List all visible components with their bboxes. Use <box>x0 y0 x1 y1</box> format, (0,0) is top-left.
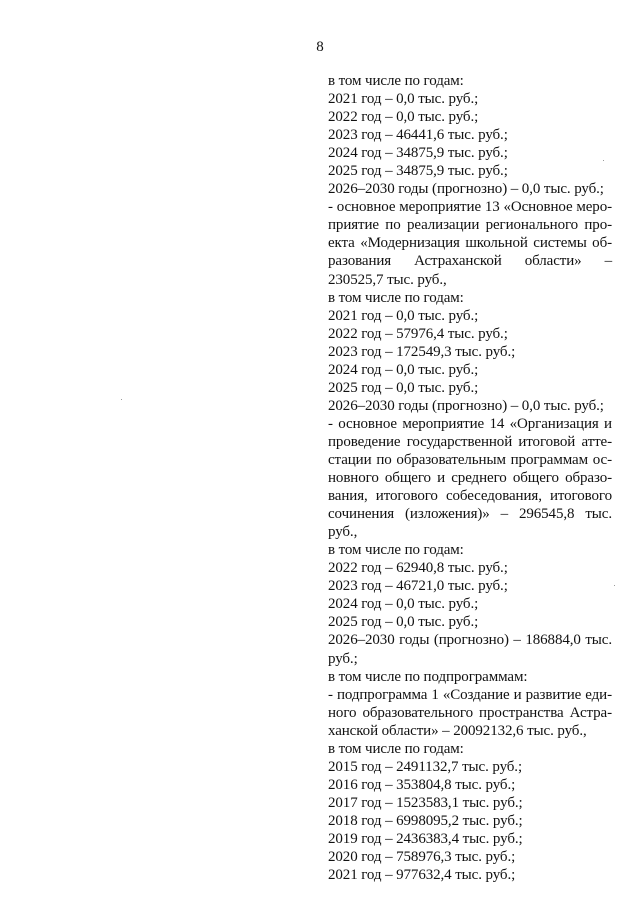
text-line: 2021 год – 977632,4 тыс. руб.; <box>328 867 516 884</box>
text-line: 2024 год – 0,0 тыс. руб.; <box>328 596 479 613</box>
text-line: ханской области» – 20092132,6 тыс. руб., <box>328 722 587 739</box>
text-line: 230525,7 тыс. руб., <box>328 271 447 288</box>
text-line: 2024 год – 34875,9 тыс. руб.; <box>328 145 508 162</box>
text-line: в том числе по годам: <box>328 542 464 559</box>
text-line: 2018 год – 6998095,2 тыс. руб.; <box>328 812 523 829</box>
text-line: 2023 год – 172549,3 тыс. руб.; <box>328 343 516 360</box>
text-line: в том числе по годам: <box>328 740 464 757</box>
text-line: 2022 год – 57976,4 тыс. руб.; <box>328 325 508 342</box>
text-line: 2016 год – 353804,8 тыс. руб.; <box>328 776 516 793</box>
text-line: 2024 год – 0,0 тыс. руб.; <box>328 361 479 378</box>
text-line: новного общего и среднего общего образо- <box>328 470 612 487</box>
text-line: екта «Модернизация школьной системы об- <box>328 235 612 252</box>
text-line: 2015 год – 2491132,7 тыс. руб.; <box>328 758 523 775</box>
text-line: 2026–2030 годы (прогнозно) – 186884,0 тыс. <box>328 632 612 649</box>
text-line: 2025 год – 0,0 тыс. руб.; <box>328 379 479 396</box>
text-line: 2026–2030 годы (прогнозно) – 0,0 тыс. руб.; <box>328 181 604 198</box>
text-line: 2023 год – 46441,6 тыс. руб.; <box>328 127 508 144</box>
text-line: в том числе по годам: <box>328 73 464 89</box>
text-line: ного образовательного пространства Астра- <box>328 704 612 721</box>
text-line: 2025 год – 0,0 тыс. руб.; <box>328 614 479 631</box>
text-line: 2022 год – 0,0 тыс. руб.; <box>328 109 479 126</box>
text-line: руб.; <box>328 650 358 667</box>
text-line: стации по образовательным программам ос- <box>328 451 612 468</box>
text-line: вания, итогового собеседования, итогового <box>328 488 612 505</box>
text-line: проведение государственной итоговой атте- <box>328 433 612 450</box>
text-line: в том числе по годам: <box>328 289 464 306</box>
text-line: 2022 год – 62940,8 тыс. руб.; <box>328 560 508 577</box>
text-line: в том числе по подпрограммам: <box>328 668 528 685</box>
text-line: - подпрограмма 1 «Создание и развитие еди- <box>328 686 612 703</box>
scan-speck <box>603 160 604 161</box>
text-line: 2020 год – 758976,3 тыс. руб.; <box>328 849 516 866</box>
text-line: - основное мероприятие 13 «Основное меро- <box>328 199 612 216</box>
text-line: - основное мероприятие 14 «Организация и <box>328 415 612 432</box>
text-line: 2017 год – 1523583,1 тыс. руб.; <box>328 794 523 811</box>
scan-speck <box>121 399 122 400</box>
text-line: 2025 год – 34875,9 тыс. руб.; <box>328 163 508 180</box>
text-line: сочинения (изложения)» – 296545,8 тыс. <box>328 506 612 523</box>
text-line: 2026–2030 годы (прогнозно) – 0,0 тыс. руб.; <box>328 397 604 414</box>
scan-speck <box>614 585 615 586</box>
page-number: 8 <box>316 39 324 55</box>
text-line: руб., <box>328 524 358 541</box>
text-line: 2021 год – 0,0 тыс. руб.; <box>328 307 479 324</box>
text-line: 2019 год – 2436383,4 тыс. руб.; <box>328 830 523 847</box>
text-line: 2023 год – 46721,0 тыс. руб.; <box>328 578 508 595</box>
document-body <box>328 72 612 884</box>
text-line: 2021 год – 0,0 тыс. руб.; <box>328 91 479 108</box>
text-line: приятие по реализации регионального про- <box>328 217 612 234</box>
text-line: разования Астраханской области» – <box>328 253 612 270</box>
